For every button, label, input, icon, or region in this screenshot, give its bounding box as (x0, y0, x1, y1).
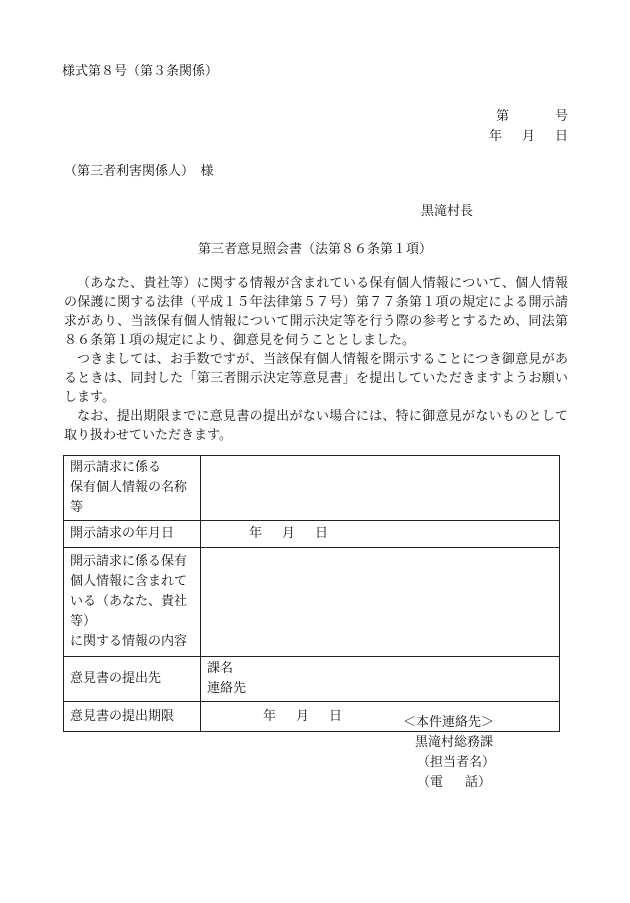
contact-block (403, 713, 495, 793)
phone-open: （電 (417, 775, 444, 790)
table-row (64, 521, 560, 548)
table-label-cell: 開示請求の年月日 (64, 521, 201, 548)
recipient: （第三者利害関係人） 様 (64, 164, 214, 179)
label-line: いる（あなた、貴社等） (70, 594, 188, 629)
number-suffix: 号 (554, 109, 568, 124)
table-label-cell: 意見書の提出先 (64, 657, 201, 702)
document-number-line (496, 105, 568, 124)
number-label: 第 (495, 109, 509, 124)
table-label-cell (64, 456, 201, 521)
contact-label: 連絡先 (207, 681, 247, 696)
table-label-cell: 意見書の提出期限 (64, 702, 201, 732)
request-date-day: 日 (315, 526, 329, 541)
submission-destination-field[interactable] (201, 657, 560, 702)
deadline-year: 年 (263, 708, 277, 724)
contact-phone (403, 773, 495, 793)
table-label-cell (64, 548, 201, 657)
document-date-line (489, 125, 568, 144)
label-line: 開示請求に係る保有 (70, 554, 188, 569)
label-line: に関する情報の内容 (70, 634, 188, 649)
record-name-field[interactable] (201, 456, 560, 521)
phone-close: 話） (465, 775, 492, 790)
label-line: 個人情報に含まれて (70, 574, 188, 589)
table-row (64, 456, 560, 521)
table-row (64, 548, 560, 657)
section-name-label: 課名 (207, 661, 234, 676)
label-line: 開示請求に係る (70, 460, 162, 475)
contact-department: 黒滝村総務課 (415, 735, 494, 750)
request-date-month: 月 (282, 526, 296, 541)
sender: 黒滝村長 (421, 204, 474, 219)
body-paragraph: つきましては、お手数ですが、当該保有個人情報を開示することにつき御意見があるときは、同封した「第三者開示決定等意見書」を提出していただきますようお願いします。 (64, 352, 568, 405)
date-day: 日 (554, 129, 568, 144)
request-date-year: 年 (249, 526, 263, 541)
deadline-date-field[interactable] (201, 702, 560, 732)
label-line: 保有個人情報の名称等 (70, 480, 188, 515)
table-row (64, 657, 560, 702)
deadline-month: 月 (296, 708, 310, 724)
body-text (64, 274, 568, 445)
date-year: 年 (488, 129, 502, 144)
body-paragraph: （あなた、貴社等）に関する情報が含まれている保有個人情報について、個人情報の保護に関する法律（平成１５年法律第５７号）第７７条第１項の規定による開示請求があり、当該保有個人情報について開示決定等を行う際の参考とするため、同法第８６条第１項の規定により、御意見を伺うこととしました。 (64, 276, 568, 348)
deadline-day: 日 (329, 708, 343, 724)
document-title: 第三者意見照会書（法第８６条第１項） (197, 242, 432, 257)
form-number: 様式第８号（第３条関係） (62, 64, 219, 79)
body-paragraph: なお、提出期限までに意見書の提出がない場合には、特に御意見がないものとして取り扱わせていただきます。 (64, 409, 568, 443)
contact-heading: ＜本件連絡先＞ (403, 715, 495, 730)
request-date-field[interactable] (201, 521, 560, 548)
date-month: 月 (521, 129, 535, 144)
contact-person: （担当者名） (417, 755, 496, 770)
information-content-field[interactable] (201, 548, 560, 657)
info-table (63, 455, 560, 732)
